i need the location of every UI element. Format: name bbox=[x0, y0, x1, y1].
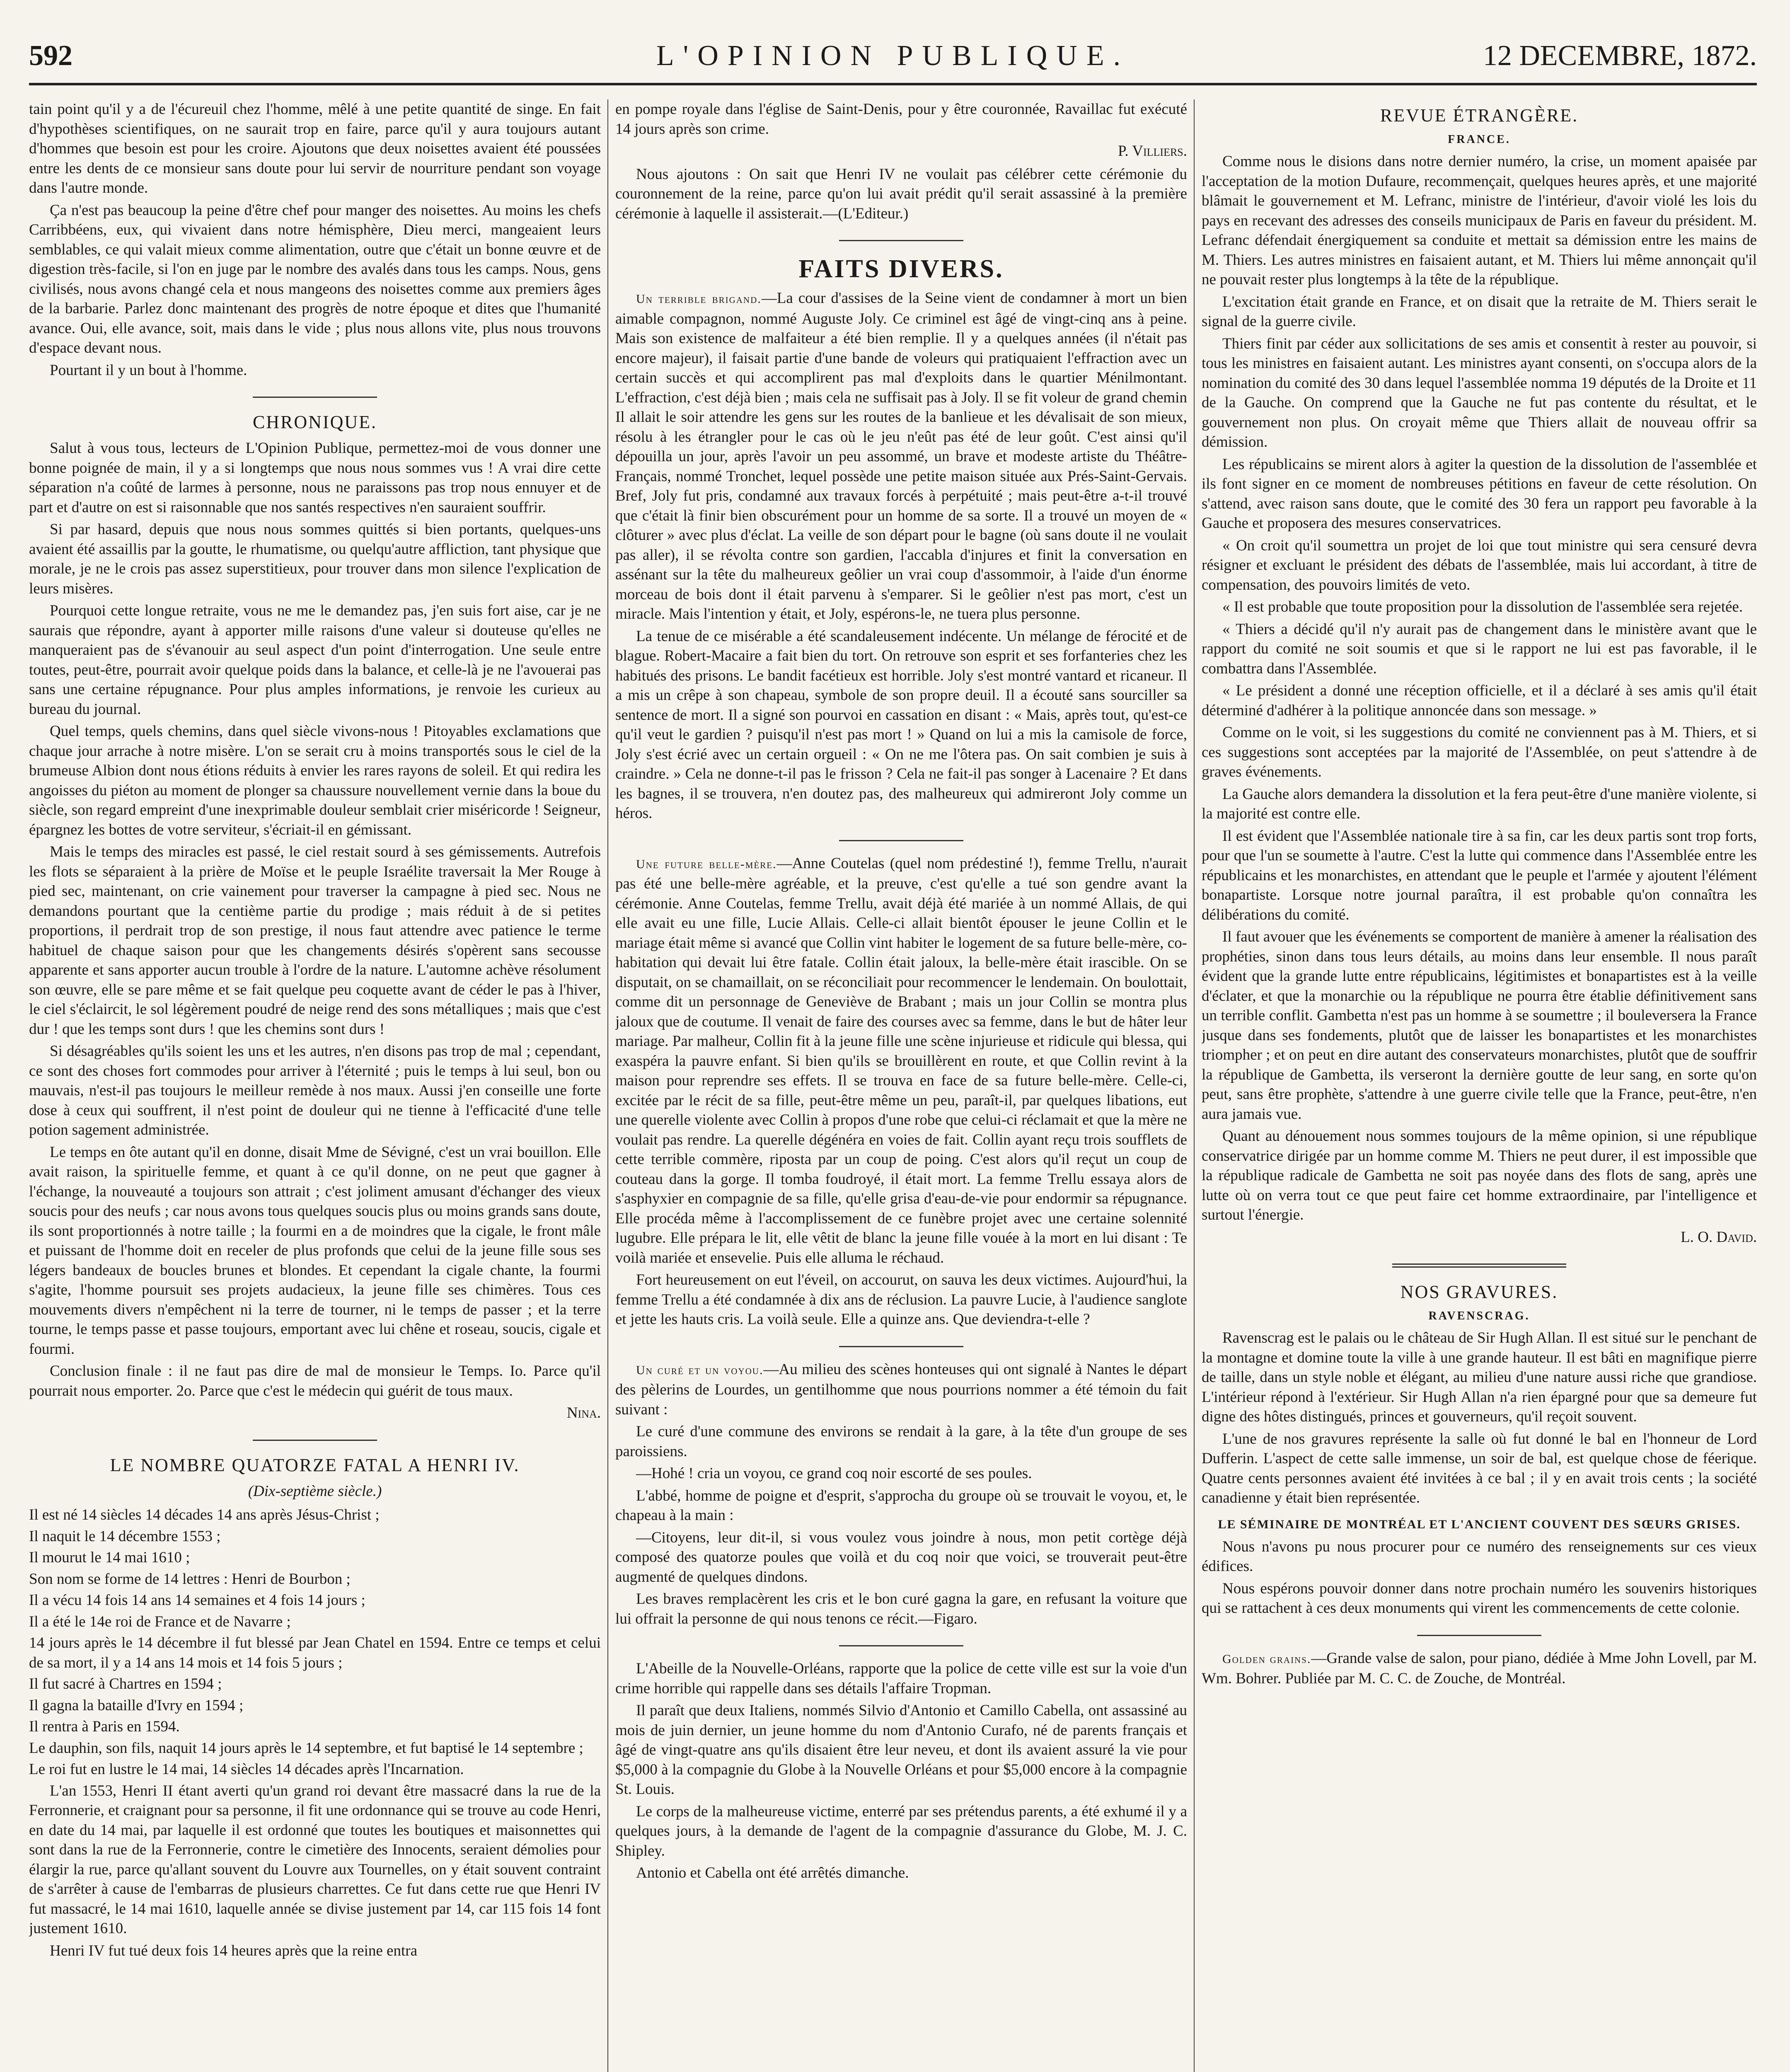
issue-date: 12 DECEMBRE, 1872. bbox=[1483, 40, 1757, 72]
paragraph: Le curé d'une commune des environs se rendait à la gare, à la tête d'un groupe de ses paroissiens. bbox=[615, 1423, 1187, 1460]
article-kicker: Un curé et un voyou. bbox=[636, 1363, 764, 1377]
list-item: 14 jours après le 14 décembre il fut blessé par Jean Chatel en 1594. Entre ce temps et celui de sa mort, il y a 14 ans 14 mois et 14 fois 5 jours ; bbox=[29, 1634, 601, 1671]
article-golden-grains bbox=[1202, 1648, 1757, 1689]
section-separator bbox=[839, 240, 963, 241]
list-item: Il naquit le 14 décembre 1553 ; bbox=[29, 1527, 221, 1545]
paragraph: Fort heureusement on eut l'éveil, on accourut, on sauva les deux victimes. Aujourd'hui, la femme Trellu a été condamnée à dix ans de réclusion. La pauvre Lucie, à l'audience sanglote et jette les hauts cris. La voilà seule. Elle a quinze ans. Que deviendra-t-elle ? bbox=[615, 1271, 1187, 1328]
paragraph: L'an 1553, Henri II étant averti qu'un grand roi devant être massacré dans la rue de la Ferronnerie, et craignant pour sa personne, il fit une ordonnance qui se trouve au code Henri, en date du 14 mai, par laquelle il est ordonné que toutes les boutiques et maisonnettes qui sont dans la rue de la Ferronnerie, contre le cimetière des Innocents, seraient démolies pour élargir la rue, parce qu'allant souvent du Louvre aux Tournelles, on y était souvent contraint de s'arrêter à cause de l'embarras de plusieurs charrettes. Ce fut dans cette rue que Henri IV fut massacré, le 14 mai 1610, laquelle année se divise justement par 14, car 115 fois 14 font justement 1610. bbox=[29, 1782, 601, 1937]
paragraph: L'excitation était grande en France, et on disait que la retraite de M. Thiers serait le signal de la guerre civile. bbox=[1202, 293, 1757, 330]
paragraph: « Le président a donné une réception officielle, et il a déclaré à ses amis qu'il était déterminé d'adhérer à la politique annoncée dans son message. » bbox=[1202, 682, 1757, 719]
section-subtitle: RAVENSCRAG. bbox=[1428, 1310, 1530, 1322]
paragraph: Nous ajoutons : On sait que Henri IV ne voulait pas célébrer cette cérémonie du couronnement de la reine, parce qu'on lui avait prédit qu'il serait assassiné à la première cérémonie à laquelle il assisterait.—(L'Editeur.) bbox=[615, 165, 1187, 222]
section-title-nombre: LE NOMBRE QUATORZE FATAL A HENRI IV. bbox=[110, 1455, 520, 1475]
article-belle-mere bbox=[615, 854, 1187, 1268]
article-text: —La cour d'assises de la Seine vient de condamner à mort un bien aimable compagnon, nommé Auguste Joly. Ce criminel est âgé de vingt-cinq ans à peine. Mais son existence de malfaiteur a été bien remplie. Il y a quelques années (il n'était pas encore majeur), il faisait partie d'une bande de voleurs qui pratiquaient l'effraction avec un certain succès et qui accomplirent pas mal d'exploits dans le quartier Ménilmontant. L'effraction, c'est déjà bien ; mais cela ne suffisait pas à Joly. Il se fit voleur de grand chemin Il allait le soir attendre les gens sur les routes de la banlieue et les dévalisait de son mieux, résolu à les étrangler pour le cas où le jeu n'eût pas été de leur goût. C'est ainsi qu'il dépouilla un jour, après l'avoir un peu assommé, un brave et modeste artiste du Théâtre-Français, nommé Tronchet, lequel possède une petite maison située aux Prés-Saint-Gervais. Bref, Joly fut pris, condamné aux travaux forcés à perpétuité ; mais peut-être a-t-il trouvé que c'était là finir bien obscurément pour un homme de sa sorte. Il a trouvé un moyen de « clôturer » avec plus d'éclat. La veille de son départ pour le bagne (où sans doute il ne voulait pas aller), il se révolta contre son gardien, l'accabla d'injures et finit la conversation en assénant sur la tête du malheureux geôlier un vrai coup d'assommoir, à l'aide d'un énorme morceau de bois dont il était parvenu à s'emparer. Si le geôlier n'est pas mort, c'est un miracle. Mais l'intention y était, et Joly, espérons-le, ne tuera plus personne. bbox=[615, 290, 1187, 622]
article-kicker: Golden grains. bbox=[1222, 1652, 1311, 1666]
article-cure bbox=[615, 1360, 1187, 1420]
paragraph: Conclusion finale : il ne faut pas dire de mal de monsieur le Temps. Io. Parce qu'il pourrait nous emporter. 2o. Parce que c'est le médecin qui guérit de tous maux. bbox=[29, 1363, 601, 1399]
list-item: Il rentra à Paris en 1594. bbox=[29, 1718, 180, 1735]
section-separator bbox=[839, 1645, 963, 1646]
paragraph: Il est évident que l'Assemblée nationale tire à sa fin, car les deux partis sont trop forts, pour que l'un se soumette à l'autre. C'est la lutte qui commence dans l'Assemblée entre les républicains et les monarchistes, en attendant que le peuple et l'armée y ajoutent l'élément bonapartiste. Lorsque notre journal paraîtra, il est probable qu'on connaîtra les délibérations du comité. bbox=[1202, 827, 1757, 923]
section-title-faits-divers: FAITS DIVERS. bbox=[798, 255, 1004, 283]
paragraph: Le corps de la malheureuse victime, enterré par ses prétendus parents, a été exhumé il y a quelques jours, à la demande de l'agent de la compagnie d'assurance du Globe, M. J. C. Shipley. bbox=[615, 1803, 1187, 1859]
section-separator bbox=[1417, 1635, 1541, 1636]
column-1 bbox=[29, 99, 601, 2072]
paragraph: Nous n'avons pu nous procurer pour ce numéro des renseignements sur ces vieux édifices. bbox=[1202, 1538, 1757, 1575]
list-item: Il est né 14 siècles 14 décades 14 ans après Jésus-Christ ; bbox=[29, 1506, 380, 1523]
paragraph: Si désagréables qu'ils soient les uns et les autres, n'en disons pas trop de mal ; cependant, ce sont des choses fort commodes pour arriver à l'éternité ; puis le temps à lui seul, bon ou mauvais, n'est-il pas toujours le meilleur remède à nos maux. Aussi j'en conseille une forte dose à ceux qui souffrent, il n'est point de douleur qui ne tienne à l'efficacité d'une telle potion sagement administrée. bbox=[29, 1043, 601, 1138]
paragraph: Il paraît que deux Italiens, nommés Silvio d'Antonio et Camillo Cabella, ont assassiné au mois de juin dernier, un jeune homme du nom d'Antonio Curafo, né de parents français et âgé de vingt-quatre ans qu'ils disaient être leur neveu, et dont ils avaient assuré la vie pour $5,000 à la compagnie du Globe à la Nouvelle Orléans et pour $5,000 encore à la compagnie St. Louis. bbox=[615, 1702, 1187, 1798]
paragraph: Antonio et Cabella ont été arrêtés dimanche. bbox=[636, 1864, 909, 1881]
paragraph: Nous espérons pouvoir donner dans notre prochain numéro les souvenirs historiques qui se rattachent à ces deux monuments qui virent les commencements de cette colonie. bbox=[1202, 1580, 1757, 1617]
paragraph: L'une de nos gravures représente la salle où fut donné le bal en l'honneur de Lord Dufferin. L'aspect de cette salle immense, un soir de bal, est quelque chose de féerique. Quatre cents personnes avaient été invitées à ce bal ; il y en avait trois cents ; la société canadienne y était bien représentée. bbox=[1202, 1430, 1757, 1506]
list-item: Il mourut le 14 mai 1610 ; bbox=[29, 1549, 190, 1566]
paragraph: La tenue de ce misérable a été scandaleusement indécente. Un mélange de férocité et de blague. Robert-Macaire a fait bien du tort. On retrouve son esprit et ses forfanteries chez les habitués des prisons. Le bandit facétieux est horrible. Joly s'est montré vantard et ricaneur. Il a mis un crêpe à son chapeau, symbole de son propre deuil. Il a écouté sans sourciller sa sentence de mort. Il a signé son pourvoi en cassation en disant : « Mais, après tout, qu'est-ce qu'il veut le gardien ? puisqu'il n'est pas mort ! » Quand on lui a mis la camisole de force, Joly s'est écrié avec un certain orgueil : « On ne me l'ôtera pas. On sait combien je suis à craindre. » Cela ne donne-t-il pas le frisson ? Cela ne fait-il pas songer à Lacenaire ? Et dans les bagnes, il se trouvera, n'en doutez pas, des malheureux qui admireront Joly comme un héros. bbox=[615, 627, 1187, 822]
paragraph: tain point qu'il y a de l'écureuil chez l'homme, mêlé à une petite quantité de singe. En fait d'hypothèses scientifiques, on ne saurait trop en faire, parce qu'il y aura toujours autant d'hommes que besoin est pour les croire. Ajoutons que deux noisettes avaient été poussées entre les dents de ce monsieur sans doute pour lui servir de nourriture pendant son voyage dans l'autre monde. bbox=[29, 101, 601, 196]
section-separator bbox=[839, 840, 963, 841]
paragraph: Quant au dénouement nous sommes toujours de la même opinion, si une république conservatrice dirigée par un homme comme M. Thiers ne peut durer, il est impossible que la république radicale de Gambetta ne soit pas noyée dans des flots de sang, après une lutte où on verra tout ce que peut faire cet homme extraordinaire, par l'intelligence et surtout l'énergie. bbox=[1202, 1128, 1757, 1223]
paragraph: « Il est probable que toute proposition pour la dissolution de l'assemblée sera rejetée. bbox=[1222, 598, 1743, 615]
paragraph: Il faut avouer que les événements se comportent de manière à amener la réalisation des prophéties, sinon dans tous leurs détails, au moins dans leur ensemble. Il nous paraît évident que la grande lutte entre républicains, légitimistes et bonapartistes est à la veille d'éclater, et que la monarchie ou la république ne pourra être établie définitivement sans un terrible conflit. Gambetta n'est pas un homme à se soumettre ; il bouleversera la France jusque dans ses fondements, plutôt que de laisser les bonapartistes et les monarchistes triompher ; et on peut en dire autant des conservateurs monarchistes, plutôt que de souffrir la république de Gambetta, ils verseront la dernière goutte de leur sang, en sorte qu'on peut, sans être prophète, s'attendre à une guerre civile telle que la France, peut-être, n'en aura jamais vue. bbox=[1202, 928, 1757, 1123]
list-item: Son nom se forme de 14 lettres : Henri de Bourbon ; bbox=[29, 1570, 351, 1588]
paragraph: Pourquoi cette longue retraite, vous ne me le demandez pas, j'en suis fort aise, car je ne saurais que répondre, ayant à apporter mille raisons d'une valeur si douteuse qu'elles ne manqueraient pas de s'évanouir au seul aspect d'un point d'interrogation. Une seule entre toutes, peut-être, pourrait avoir quelque poids dans la balance, et celle-là je ne l'avouerai pas sans une certaine répugnance. Pour plus amples informations, je renvoie les curieux au bureau du journal. bbox=[29, 602, 601, 718]
paragraph: Les républicains se mirent alors à agiter la question de la dissolution de l'assemblée et ils font signer en ce moment de nombreuses pétitions en faveur de cette résolution. On s'attend, avec raison sans doute, que le comité des 30 fera un rapport peu favorable à la Gauche et proposera des mesures conservatrices. bbox=[1202, 455, 1757, 532]
list-item: Le dauphin, son fils, naquit 14 jours après le 14 septembre, et fut baptisé le 14 septembre ; bbox=[29, 1739, 583, 1757]
paragraph: Thiers finit par céder aux sollicitations de ses amis et consentit à rester au pouvoir, si tous les ministres en faisaient autant. Les ministres ayant consenti, on s'occupa alors de la nomination du comité des 30 dans lequel l'assemblée nomma 19 députés de la Droite et 11 de la Gauche. On comprend que la Gauche ne fut pas contente du résultat, et le gouvernement non plus. On croyait même que Thiers allait de nouveau offrir sa démission. bbox=[1202, 335, 1757, 450]
paragraph: Quel temps, quels chemins, dans quel siècle vivons-nous ! Pitoyables exclamations que chaque jour arrache à notre misère. L'on se serait cru à moins transportés sous le ciel de la brumeuse Albion dont nous étions réduits à envier les rares rayons de soleil. Et qui redira les angoisses du piéton au moment de plonger sa chaussure nouvellement vernie dans la boue du siècle, son regard empreint d'une inexprimable douleur semblait crier miséricorde ! Seigneur, épargnez les bottes de votre serviteur, s'écriait-il en gémissant. bbox=[29, 723, 601, 838]
column-3 bbox=[1202, 99, 1757, 2072]
section-separator bbox=[1392, 1264, 1566, 1268]
section-subtitle: FRANCE. bbox=[1448, 133, 1511, 146]
paragraph: « On croit qu'il soumettra un projet de loi que tout ministre qui sera censuré devra résigner et excluant le président des débats de l'assemblée, mais lui accordant, à titre de compensation, des pouvoirs limités de veto. bbox=[1202, 537, 1757, 593]
section-title-gravures: NOS GRAVURES. bbox=[1400, 1282, 1558, 1302]
paragraph: L'Abeille de la Nouvelle-Orléans, rapporte que la police de cette ville est sur la voie d'un crime horrible qui rappelle dans ses détails l'affaire Tropman. bbox=[615, 1660, 1187, 1697]
paragraph: —Citoyens, leur dit-il, si vous voulez vous joindre à nous, mon petit cortège déjà composé des quatorze poules que voilà et du coq noir que voici, se trouverait peut-être augmenté de quelques dindons. bbox=[615, 1529, 1187, 1585]
section-separator bbox=[253, 397, 377, 398]
article-kicker: Une future belle-mère. bbox=[636, 857, 777, 871]
paragraph: Comme on le voit, si les suggestions du comité ne conviennent pas à M. Thiers, et si ces suggestions sont acceptées par la majorité de l'Assemblée, on peut s'attendre à de graves événements. bbox=[1202, 724, 1757, 780]
list-item: Il a vécu 14 fois 14 ans 14 semaines et 4 fois 14 jours ; bbox=[29, 1592, 365, 1609]
paragraph: Les braves remplacèrent les cris et le bon curé gagna la gare, en refusant la voiture que lui offrait la personne de qui nous tenons ce récit.—Figaro. bbox=[615, 1590, 1187, 1627]
paragraph: Comme nous le disions dans notre dernier numéro, la crise, un moment apaisée par l'acceptation de la motion Dufaure, recommençait, quelques heures après, et une majorité blâmait le gouvernement et M. Lefranc, ministre de l'intérieur, d'avoir violé les lois du pays en recevant des adresses des conseils municipaux de Paris en faveur du président. M. Lefranc défendait énergiquement sa conduite et mettait sa démission entre les mains de M. Thiers. Les autres ministres en faisaient autant, et M. Thiers lui même annonçait qu'il ne pouvait rester plus longtemps à la tête de la république. bbox=[1202, 153, 1757, 288]
list-item: Le roi fut en lustre le 14 mai, 14 siècles 14 décades après l'Incarnation. bbox=[29, 1761, 464, 1778]
article-text: —Grande valse de salon, pour piano, dédiée à Mme John Lovell, par M. Wm. Bohrer. Publiée par M. C. C. de Zouche, de Montréal. bbox=[1202, 1649, 1757, 1687]
article-text: —Anne Coutelas (quel nom prédestiné !), femme Trellu, n'aurait pas été une belle-mère agréable, et la preuve, c'est qu'elle a tué son gendre avant la cérémonie. Anne Coutelas, femme Trellu, avait déjà été mariée à un nommé Allais, de qui elle avait eu une fille, Lucie Allais. Celle-ci allait bientôt épouser le jeune Collin et le mariage était même si avancé que Collin vint habiter le logement de sa future belle-mère, co-habitation qui devait lui être fatale. Collin était jaloux, la belle-mère était irascible. On se disputait, on se chamaillait, on se réconciliait pour recommencer le lendemain. On boulottait, comme dit un personnage de Geneviève de Brabant ; mais un jour Collin se montra plus jaloux que de coutume. Il venait de faire des courses avec sa femme, dans le but de hâter leur mariage. Par malheur, Collin fit à la jeune fille une scène injurieuse et ridicule qui blessa, qui exaspéra la pauvre enfant. Si bien qu'ils se brouillèrent en route, et que Collin revint à la maison pour reprendre ses effets. Il se trouva en face de sa future belle-mère. Celle-ci, excitée par le récit de sa fille, peut-être même un peu, paraît-il, par quelques libations, eut une querelle violente avec Collin à propos d'une robe que celui-ci réclamait et que la mère ne voulait pas rendre. La querelle dégénéra en voies de fait. Collin ayant reçu trois soufflets de cette terrible commère, riposta par un coup de poing. C'est alors qu'il reçut un coup de couteau dans la gorge. Il tomba foudroyé, il était mort. La femme Trellu essaya alors de s'asphyxier en compagnie de sa fille, qu'elle grisa d'eau-de-vie pour endormir sa répugnance. Elle procéda même à l'accomplissement de ce funèbre projet avec une certaine solennité lugubre. Elle prépara le lit, elle vêtit de blanc la jeune fille vouée à la mort en lui disant : Te voilà mariée et ensevelie. Puis elle alluma le réchaud. bbox=[615, 854, 1187, 1266]
newspaper-title: L'OPINION PUBLIQUE. bbox=[656, 40, 1130, 72]
section-separator bbox=[839, 1346, 963, 1347]
list-item: Il a été le 14e roi de France et de Navarre ; bbox=[29, 1613, 291, 1630]
paragraph: Mais le temps des miracles est passé, le ciel restait sourd à ses gémissements. Autrefois les flots se séparaient à la prière de Moïse et le peuple Israélite traversait la Mer Rouge à pied sec, maintenant, on crie vainement pour traverser la campagne à pied sec. Nous ne demandons pourtant que la centième partie du prodige ; mais réduit à de si petites proportions, il perdrait trop de son prestige, il nous faut attendre avec patience le terme habituel de chaque saison pour que les changements désirés s'opèrent sans secousse apparente et sans apporter aucun trouble à l'ordre de la nature. L'automne achève résolument son œuvre, elle se pare même et se fait quelque peu coquette avant de céder le pas à l'hiver, le ciel s'éclaircit, le sol légèrement poudré de neige rend des sons métalliques ; mais que c'est dur ! que les temps sont durs ! que les chemins sont durs ! bbox=[29, 843, 601, 1038]
fact-list bbox=[29, 1505, 601, 1779]
paragraph: Ravenscrag est le palais ou le château de Sir Hugh Allan. Il est situé sur le penchant de la montagne et domine toute la ville à une grande hauteur. Il est bâti en magnifique pierre de taille, dans un style noble et élégant, au milieu d'une nature aussi riche que grandiose. L'intérieur répond à l'extérieur. Sir Hugh Allan n'a rien épargné pour que sa demeure fut digne des hôtes distingués, princes et gouverneurs, qu'il reçoit souvent. bbox=[1202, 1329, 1757, 1425]
signature: L. O. David. bbox=[1681, 1228, 1757, 1246]
section-separator bbox=[253, 1440, 377, 1441]
column-rule bbox=[607, 99, 608, 2072]
list-item: Il gagna la bataille d'Ivry en 1594 ; bbox=[29, 1697, 244, 1714]
article-kicker: Un terrible brigand. bbox=[636, 292, 762, 306]
paragraph: « Thiers a décidé qu'il n'y aurait pas de changement dans le ministère avant que le rapport du comité ne soit soumis et que si le rapport ne lui est pas favorable, il le combattra dans l'Assemblée. bbox=[1202, 620, 1757, 677]
paragraph: La Gauche alors demandera la dissolution et la fera peut-être d'une manière violente, si la majorité est contre elle. bbox=[1202, 785, 1757, 822]
masthead bbox=[29, 33, 1757, 85]
paragraph: Henri IV fut tué deux fois 14 heures après que la reine entra bbox=[50, 1942, 417, 1959]
column-rule bbox=[1194, 99, 1195, 2072]
paragraph: Pourtant il y un bout à l'homme. bbox=[50, 361, 247, 379]
paragraph: Si par hasard, depuis que nous nous sommes quittés si bien portants, quelques-uns avaient été assaillis par la goutte, le rhumatisme, ou quelqu'autre affliction, tant physique que morale, je ne le crois pas assez superstitieux, pour trouver dans mon silence l'explication de leurs misères. bbox=[29, 521, 601, 597]
list-item: Il fut sacré à Chartres en 1594 ; bbox=[29, 1675, 222, 1692]
signature: P. Villiers. bbox=[1118, 143, 1187, 160]
signature: Nina. bbox=[566, 1404, 601, 1421]
paragraph: —Hohé ! cria un voyou, ce grand coq noir escorté de ses poules. bbox=[636, 1465, 1032, 1482]
section-subtitle: LE SÉMINAIRE DE MONTRÉAL ET L'ANCIENT COUVENT DES SŒURS GRISES. bbox=[1218, 1517, 1741, 1531]
article-text: —Au milieu des scènes honteuses qui ont signalé à Nantes le départ des pèlerins de Lourdes, un gentilhomme que nous pourrions nommer a été témoin du fait suivant : bbox=[615, 1360, 1187, 1418]
page-number: 592 bbox=[29, 40, 73, 72]
section-title-chronique: CHRONIQUE. bbox=[252, 412, 377, 432]
section-title-revue: REVUE ÉTRANGÈRE. bbox=[1380, 105, 1579, 126]
paragraph: L'abbé, homme de poigne et d'esprit, s'approcha du groupe où se trouvait le voyou, et, le chapeau à la main : bbox=[615, 1487, 1187, 1524]
paragraph: en pompe royale dans l'église de Saint-Denis, pour y être couronnée, Ravaillac fut exécuté 14 jours après son crime. bbox=[615, 101, 1187, 138]
column-2 bbox=[615, 99, 1187, 2072]
paragraph: Le temps en ôte autant qu'il en donne, disait Mme de Sévigné, c'est un vrai bouillon. Elle avait raison, la spirituelle femme, et quant à ce qu'il donne, on ne peut que gagner à l'échange, la nouveauté a toujours son attrait ; c'est joliment amusant d'échanger des vieux soucis pour des neufs ; car nous avons tous quelques soucis plus ou moins grands sans doute, ils sont proportionnés à notre taille ; la fourmi en a de moindres que la cigale, le front mâle et puissant de l'homme doit en receler de plus profonds que celui de la jeune fille sous ses légers bandeaux de boucles brunes et blondes. Et cependant la cigale chante, la fourmi s'agite, l'homme poursuit ses projets audacieux, la jeune fille ses chimères. Tous ces mouvements divers n'empêchent ni la terre de tourner, ni le temps de passer ; et la terre tourne, le temps passe et passe toujours, emportant avec lui chêne et roseau, soucis, cigale et fourmi. bbox=[29, 1143, 601, 1358]
paragraph: Ça n'est pas beaucoup la peine d'être chef pour manger des noisettes. Au moins les chefs Carribbéens, eux, qui vivaient dans notre hémisphère, Dieu merci, mangeaient leurs semblables, ce qui valait mieux comme alimentation, outre que c'était un bonne œuvre et de digestion très-facile, si l'on en juge par le nombre des avalés dans tous les camps. Nous, gens civilisés, nous avons changé cela et nous mangeons des noisettes comme aux premiers âges de la barbarie. Parlez donc maintenant des progrès de notre époque et dites que l'humanité avance. Oui, elle avance, soit, mais dans le vide ; plus nous allons vite, plus nous trouvons d'espace devant nous. bbox=[29, 201, 601, 356]
paragraph: Salut à vous tous, lecteurs de L'Opinion Publique, permettez-moi de vous donner une bonne poignée de main, il y a si longtemps que nous nous sommes vus ! A vrai dire cette séparation n'a coûté de larmes à personne, nous ne paraissons pas trop nous ennuyer et de part et d'autre on est si raisonnable que nos santés respectives n'en sauraient souffrir. bbox=[29, 440, 601, 516]
section-subtitle: (Dix-septième siècle.) bbox=[248, 1482, 382, 1500]
article-brigand bbox=[615, 288, 1187, 624]
